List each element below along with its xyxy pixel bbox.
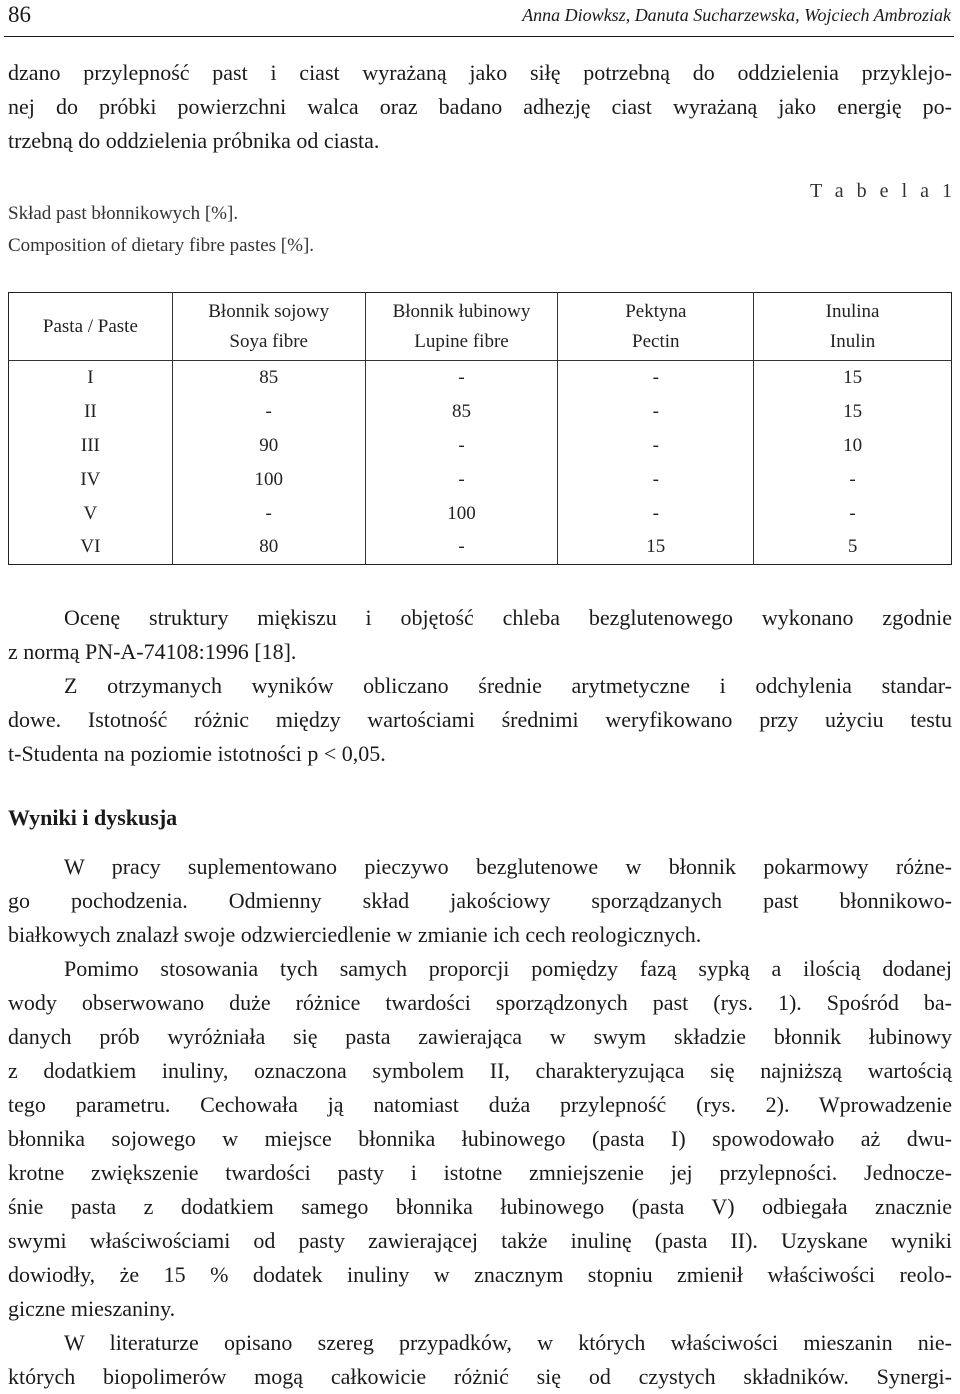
- text-line: swymi właściwościami od pasty zawierającej także inulinę (pasta II). Uzyskane wyniki: [8, 1228, 952, 1253]
- text-line: dowiodły, że 15 % dodatek inuliny w znacznym stopniu zmienił właściwości reolo-: [8, 1262, 952, 1287]
- table-cell: -: [365, 361, 558, 395]
- text-line: Z otrzymanych wyników obliczano średnie arytmetyczne i odchylenia standar-: [64, 673, 952, 698]
- table-cell: IV: [80, 468, 101, 490]
- col-header-label-en: Soya fibre: [229, 330, 308, 352]
- results-paragraph-2: [8, 952, 952, 1326]
- table-cell: -: [172, 395, 365, 429]
- table-cell: -: [558, 429, 754, 463]
- text-line: W literaturze opisano szereg przypadków, w których właściwości mieszanin nie-: [64, 1330, 952, 1355]
- table-cell: -: [365, 429, 558, 463]
- table-cell: I: [87, 366, 94, 388]
- text-line: błonnika sojowego w miejsce błonnika łubinowego (pasta I) spowodowało aż dwu-: [8, 1126, 952, 1151]
- text-line: śnie pasta z dodatkiem samego błonnika łubinowego (pasta V) odbiegała znacznie: [8, 1194, 952, 1219]
- table-cell: VI: [80, 536, 101, 558]
- col-header-label-en: Inulin: [829, 330, 876, 352]
- methods-paragraph-2: [8, 669, 952, 771]
- intro-paragraph: [8, 56, 952, 158]
- text-line: t-Studenta na poziomie istotności p < 0,05.: [8, 741, 386, 766]
- table-cell: 15: [754, 361, 952, 395]
- table-cell: 80: [172, 531, 365, 565]
- text-line: których biopolimerów mogą całkowicie różnić się od czystych składników. Synergi-: [8, 1364, 952, 1389]
- text-line: trzebną do oddzielenia próbnika od ciasta.: [8, 128, 380, 153]
- table-cell: 15: [754, 395, 952, 429]
- table-cell: -: [754, 463, 952, 497]
- table-caption-pl: Skład past błonnikowych [%].: [8, 203, 239, 224]
- table-cell: -: [558, 463, 754, 497]
- table-row: [9, 361, 952, 395]
- text-line: danych prób wyróżniała się pasta zawierająca w swym składzie błonnik łubinowy: [8, 1024, 952, 1049]
- col-header-label-pl: Pektyna: [625, 300, 687, 322]
- header-rule: [4, 36, 954, 37]
- table-cell: -: [754, 497, 952, 531]
- table-row: [9, 463, 952, 497]
- text-line: krotne zwiększenie twardości pasty i istotne zmniejszenie jej przylepności. Jednocze-: [8, 1160, 952, 1185]
- results-paragraph-3: [8, 1326, 952, 1394]
- table-row: [9, 395, 952, 429]
- text-line: W pracy suplementowano pieczywo bezglutenowe w błonnik pokarmowy różne-: [64, 854, 952, 879]
- text-line: tego parametru. Cechowała ją natomiast duża przylepność (rys. 2). Wprowadzenie: [8, 1092, 952, 1117]
- table-cell: 5: [754, 531, 952, 565]
- table-label: T a b e l a 1: [809, 180, 956, 202]
- section-heading: Wyniki i dyskusja: [8, 805, 178, 830]
- col-header-label-en: Lupine fibre: [414, 330, 509, 352]
- page-number: 86: [8, 2, 31, 27]
- text-line: wody obserwowano duże różnice twardości sporządzonych past (rys. 1). Spośród ba-: [8, 990, 952, 1015]
- running-header-authors: Anna Diowksz, Danuta Sucharzewska, Wojciech Ambroziak: [522, 5, 951, 25]
- results-paragraph-1: [8, 850, 952, 952]
- col-header-label-pl: Błonnik łubinowy: [392, 300, 531, 322]
- col-header-pectin: [558, 293, 754, 361]
- table-cell: 85: [172, 361, 365, 395]
- table-cell: -: [558, 497, 754, 531]
- table-caption-en: Composition of dietary fibre pastes [%].: [8, 235, 315, 256]
- col-header-inulin: [754, 293, 952, 361]
- col-header-label: Pasta / Paste: [42, 315, 138, 337]
- table-row: [9, 429, 952, 463]
- composition-table: [8, 292, 952, 565]
- table-cell: 15: [558, 531, 754, 565]
- table-cell: 90: [172, 429, 365, 463]
- table-cell: 10: [754, 429, 952, 463]
- text-line: go pochodzenia. Odmienny skład jakościowy sporządzanych past błonnikowo-: [8, 888, 952, 913]
- text-line: Pomimo stosowania tych samych proporcji pomiędzy fazą sypką a ilością dodanej: [64, 956, 952, 981]
- text-line: dowe. Istotność różnic między wartościami średnimi weryfikowano przy użyciu testu: [8, 707, 952, 732]
- col-header-paste: [9, 293, 173, 361]
- text-line: z dodatkiem inuliny, oznaczona symbolem II, charakteryzująca się najniższą wartością: [8, 1058, 952, 1083]
- text-line: z normą PN-A-74108:1996 [18].: [8, 639, 297, 664]
- table-cell: -: [365, 463, 558, 497]
- table-cell: -: [365, 531, 558, 565]
- table-cell: 100: [172, 463, 365, 497]
- col-header-lupine: [365, 293, 558, 361]
- text-line: Ocenę struktury miękiszu i objętość chleba bezglutenowego wykonano zgodnie: [64, 605, 952, 630]
- col-header-label-pl: Inulina: [825, 300, 880, 322]
- col-header-label-pl: Błonnik sojowy: [208, 300, 330, 322]
- table-cell: V: [83, 502, 98, 524]
- table-cell: 100: [365, 497, 558, 531]
- text-line: giczne mieszaniny.: [8, 1296, 176, 1321]
- col-header-soya: [172, 293, 365, 361]
- text-line: dzano przylepność past i ciast wyrażaną jako siłę potrzebną do oddzielenia przyklejo-: [8, 60, 952, 85]
- methods-paragraph-1: [8, 601, 952, 669]
- table-cell: III: [80, 434, 100, 456]
- table-cell: -: [558, 361, 754, 395]
- text-line: białkowych znalazł swoje odzwierciedlenie w zmianie ich cech reologicznych.: [8, 922, 702, 947]
- table-row: [9, 497, 952, 531]
- text-line: nej do próbki powierzchni walca oraz badano adhezję ciast wyrażaną jako energię po-: [8, 94, 952, 119]
- table-cell: -: [558, 395, 754, 429]
- col-header-label-en: Pectin: [632, 330, 680, 352]
- table-row: [9, 531, 952, 565]
- table-cell: -: [172, 497, 365, 531]
- table-header-row: [9, 293, 952, 361]
- table-cell: 85: [365, 395, 558, 429]
- table-cell: II: [84, 400, 97, 422]
